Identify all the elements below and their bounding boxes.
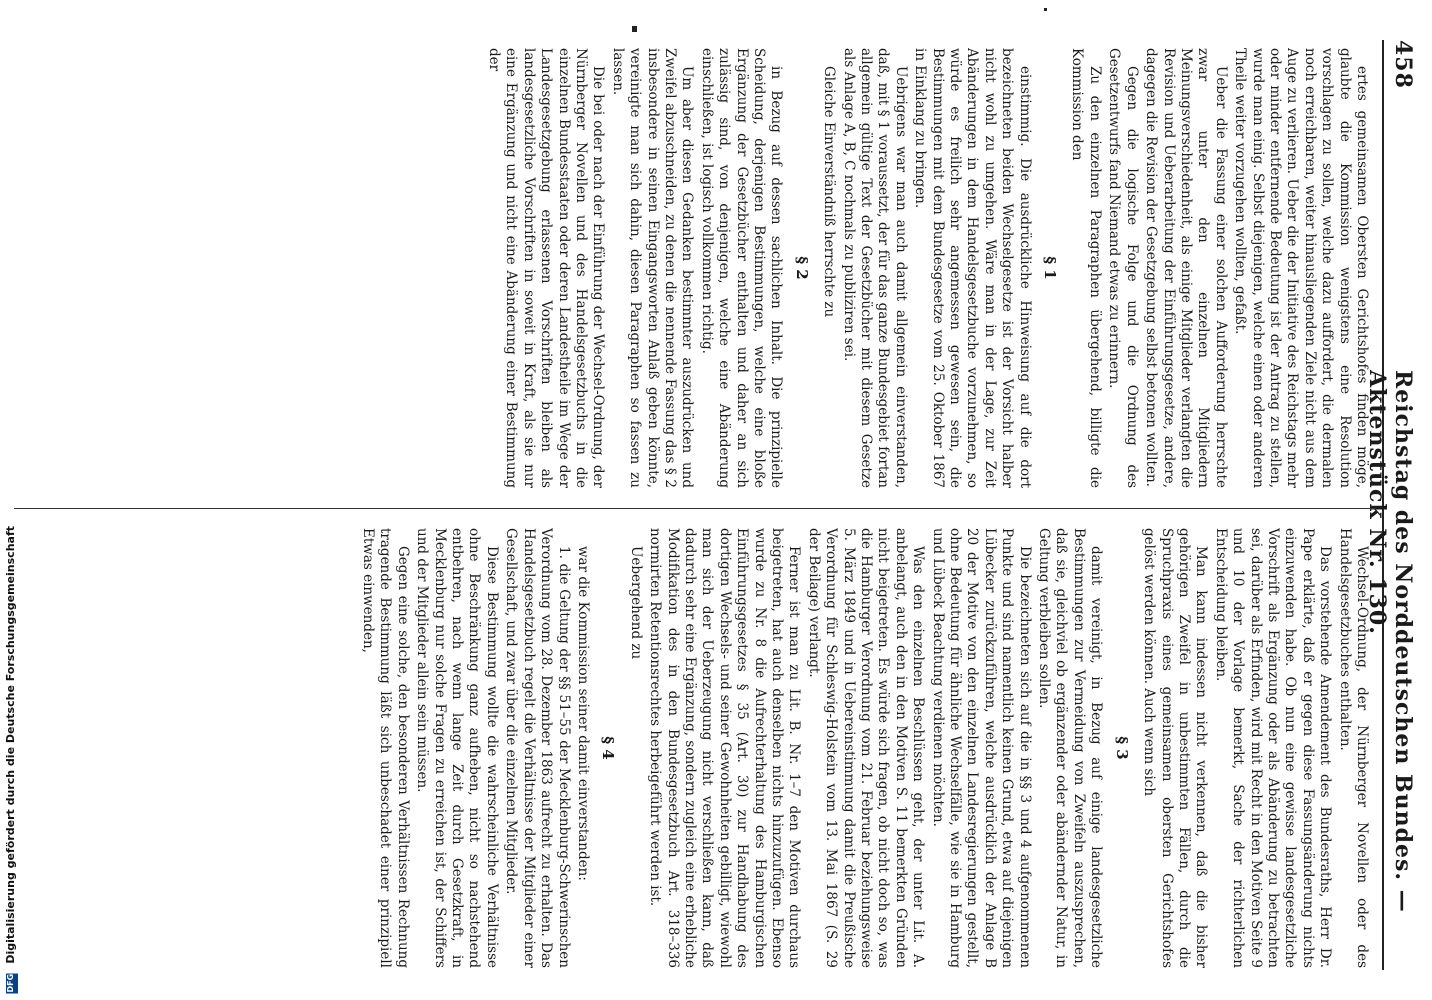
- paragraph: ertes gemeinsamen Obersten Gerichtshofes finden möge, glaubte die Kommission wenigstens eine Resolution vorschlagen zu sollen, welche dazu auffordert, die dermalen noch erreichbaren, weiter hinausliegenden Ziele nicht aus dem Auge zu verlieren. Ueber die der Initiative des Reichstags mehr oder minder entfernende Bedeutung ist der Antrag zu stellen, wurde man einig. Selbst diejenigen, welche einen oder anderen Theile weiter vorzugehen wollten, gefaßt.: [1232, 48, 1370, 488]
- paragraph: Die bei oder nach der Einführung der Wechsel-Ordnung, der Nürnberger Novellen und des Handelsgesetzbuchs in die einzelnen Bundesstaaten oder deren Landestheile im Wege der Landesgesetzgebung erlassenen Vorschriften bleiben als landesgesetzliche Vorschriften in soweit in Kraft, als sie nur eine Ergänzung und nicht eine Abänderung einer Bestimmung der: [485, 48, 607, 488]
- page-number: 458: [1390, 40, 1416, 89]
- credit-text: Digitalisierung gefördert durch die Deutsche Forschungsgemeinschaft: [4, 526, 17, 965]
- paragraph: Das vorstehende Amendement des Bundesraths, Herr Dr. Pape erklärte, daß er gegen diese Fassungsänderung nichts einzuwenden habe. Ob nun eine gewisse landesgesetzliche Vorschrift als Ergänzung oder als Abänderung zu betrachten sei, darüber als Erfinden, wird mit Recht in den Motiven Seite 9 und 10 der Vorlage bemerkt, Sache der richterlichen Entscheidung bleiben.: [1212, 528, 1334, 968]
- paragraph: Zu den einzelnen Paragraphen übergehend, billigte die Kommission den: [1069, 48, 1103, 488]
- right-column: [20, 528, 1370, 968]
- paragraph: Uebrigens war man auch damit allgemein einverstanden, daß, mit § 1 voraussetzt, der für das ganze Bundesgebiet fortan allgemein gültige Text der Gesetzbücher mit diesem Gesetze als Anlage A, B, C nochmals zu publiziren sei.: [840, 48, 909, 488]
- page-header: [1364, 40, 1418, 970]
- digitization-credit: [4, 526, 18, 994]
- left-column: [20, 48, 1370, 488]
- section-heading: § 3: [1112, 736, 1131, 760]
- scan-speck: [1044, 8, 1047, 11]
- paragraph: Um aber diesen Gedanken bestimmter auszudrücken und Zweifel abzuschneiden, zu denen die nennende Fassung das § 2 insbesondere in seinen Eingangsworten Anlaß geben könnte, vereinigte man sich dahin, diesen Paragraphen so fassen zu lassen.: [609, 48, 696, 488]
- paragraph: einstimmig. Die ausdrückliche Hinweisung auf die dort bezeichneten beiden Wechselgesetze ist der Vorsicht halber nicht wohl zu umgehen. Wäre man in der Lage, zur Zeit Abänderungen in dem Handelsgesetzbuche vorzunehmen, so würde es freilich sehr angemessen gewesen sein, die Bestimmungen mit dem Bundesgesetze vom 25. Oktober 1867 in Einklang zu bringen.: [912, 48, 1033, 488]
- paragraph: 1. die Geltung der §§ 51–55 der Mecklenburg-Schwerinschen Verordnung vom 28. Dezember 1863 aufrecht zu erhalten. Das Handelsgesetzbuch regelt die Verhältnisse der Mitglieder einer Gesellschaft, und zwar über die einzelnen Mitglieder.: [503, 528, 572, 968]
- scan-speck: [632, 26, 637, 32]
- paragraph: Man kann indessen nicht verkennen, daß die bisher gehörigen Zweifel in unbestimmten Fällen, durch die Spruchpraxis eines gemeinsamen obersten Gerichtshofes gelöst werden können. Auch wenn sich: [1141, 528, 1210, 968]
- paragraph: damit vereinigt, in Bezug auf einige landesgesetzliche Bestimmungen zur Vermeidung von Zweifeln auszusprechen, daß sie, gleichviel ob ergänzender oder abändernder Natur, in Geltung verbleiben sollen.: [1036, 528, 1105, 968]
- paragraph: Wechsel-Ordnung, der Nürnberger Novellen oder des Handelsgesetzbuches enthalten.: [1336, 528, 1370, 968]
- section-heading: § 2: [792, 256, 811, 280]
- paragraph: Gegen eine solche, den besonderen Verhältnissen Rechnung tragende Bestimmung läßt sich unbeschadet einer prinzipiell Etwas einwenden,: [360, 528, 411, 968]
- dfg-logo: DFG: [6, 974, 18, 994]
- paragraph: Ueber die Fassung einer solchen Aufforderung herrschte zwar unter den einzelnen Mitgliedern Meinungsverschiedenheit, als einige Mitglieder verlangten die Revision und Ueberarbeitung der Einführungsgesetze, andere, dagegen die Revision der Gesetzgebung selbst betonen wollten.: [1143, 48, 1229, 488]
- section-heading: § 4: [599, 736, 618, 760]
- paragraph: Die bezeichneten sich auf die in §§ 3 und 4 aufgenommenen Punkte und sind namentlich keinen Grund, etwa auf diejenigen Lübecker zurückzuführen, welche ausdrücklich der Anlage B 20 der Motive von den einzelnen Landesregierungen gestellt, ohne Bedeutung für ähnliche Wechselfälle, wie sie in Hamburg und Lübeck Beachtung verdienen möchten.: [929, 528, 1033, 968]
- paragraph: in Bezug auf dessen sachlichen Inhalt. Die prinzipielle Scheidung, derjenigen Bestimmungen, welche eine bloße Ergänzung der Gesetzbücher enthalten und daher an sich zulässig sind, von denjenigen, welche eine Abänderung einschließen, ist logisch vollkommen richtig.: [698, 48, 785, 488]
- paragraph: Gleiche Einverständniß herrschte zu: [821, 66, 838, 318]
- paragraph: Gegen die logische Folge und die Ordnung des Gesetzentwurfs fand Niemand etwas zu erinnern.: [1106, 48, 1140, 488]
- column-divider: [14, 508, 1376, 509]
- paragraph: Diese Bestimmung wollte die wahrscheinliche Verhältnisse ohne Beschränkung ganz aufheben, nicht so nachstehend entbehren, nach wenn lange Zeit durch Gesetzkraft, in Mecklenburg nur solche Fragen zu erreichen ist, der Schiffers und der Mitglieder allein sein müssen.: [414, 528, 500, 968]
- paragraph: Was den einzelnen Beschlüssen geht, der unter Lit. A. anbelangt, auch den in den Motiven S. 11 bemerkten Gründen nicht beigetreten. Es würde sich fragen, ob nicht doch so, was die Hamburger Verordnung vom 21. Februar beziehungsweise 5. März 1849 und in Uebereinstimmung damit die Preußische Verordnung für Schleswig-Holstein vom 13. Mai 1867 (S. 29 der Beilage) verlangt.: [805, 528, 927, 968]
- paragraph: Ferner ist man zu Lit. B. Nr. 1–7 den Motiven durchaus beigetreten, hat auch denselben nichts hinzuzufügen. Ebenso wurde zu Nr. 8 die Aufrechterhaltung des Hamburgischen Einführungsgesetzes § 35 (Art. 30) zur Handhabung des dortigen Wechsels- und seiner Gewohnheiten gebilligt, wiewohl man sich der Ueberzeugung nicht verschließen kann, daß dadurch sehr eine Ergänzung, sondern zugleich eine erhebliche Modifikation des in den Bundesgesetzbuch Art. 318–336 normirten Retentionsrechtes herbeigeführt werden ist.: [647, 528, 803, 968]
- section-heading: § 1: [1041, 256, 1060, 280]
- paragraph: war die Kommission seiner damit einverstanden:: [574, 546, 591, 881]
- paragraph: Uebergehend zu: [627, 546, 644, 660]
- page-title: Reichstag des Norddeutschen Bundes. — Aktenstück Nr. 130.: [1364, 370, 1416, 913]
